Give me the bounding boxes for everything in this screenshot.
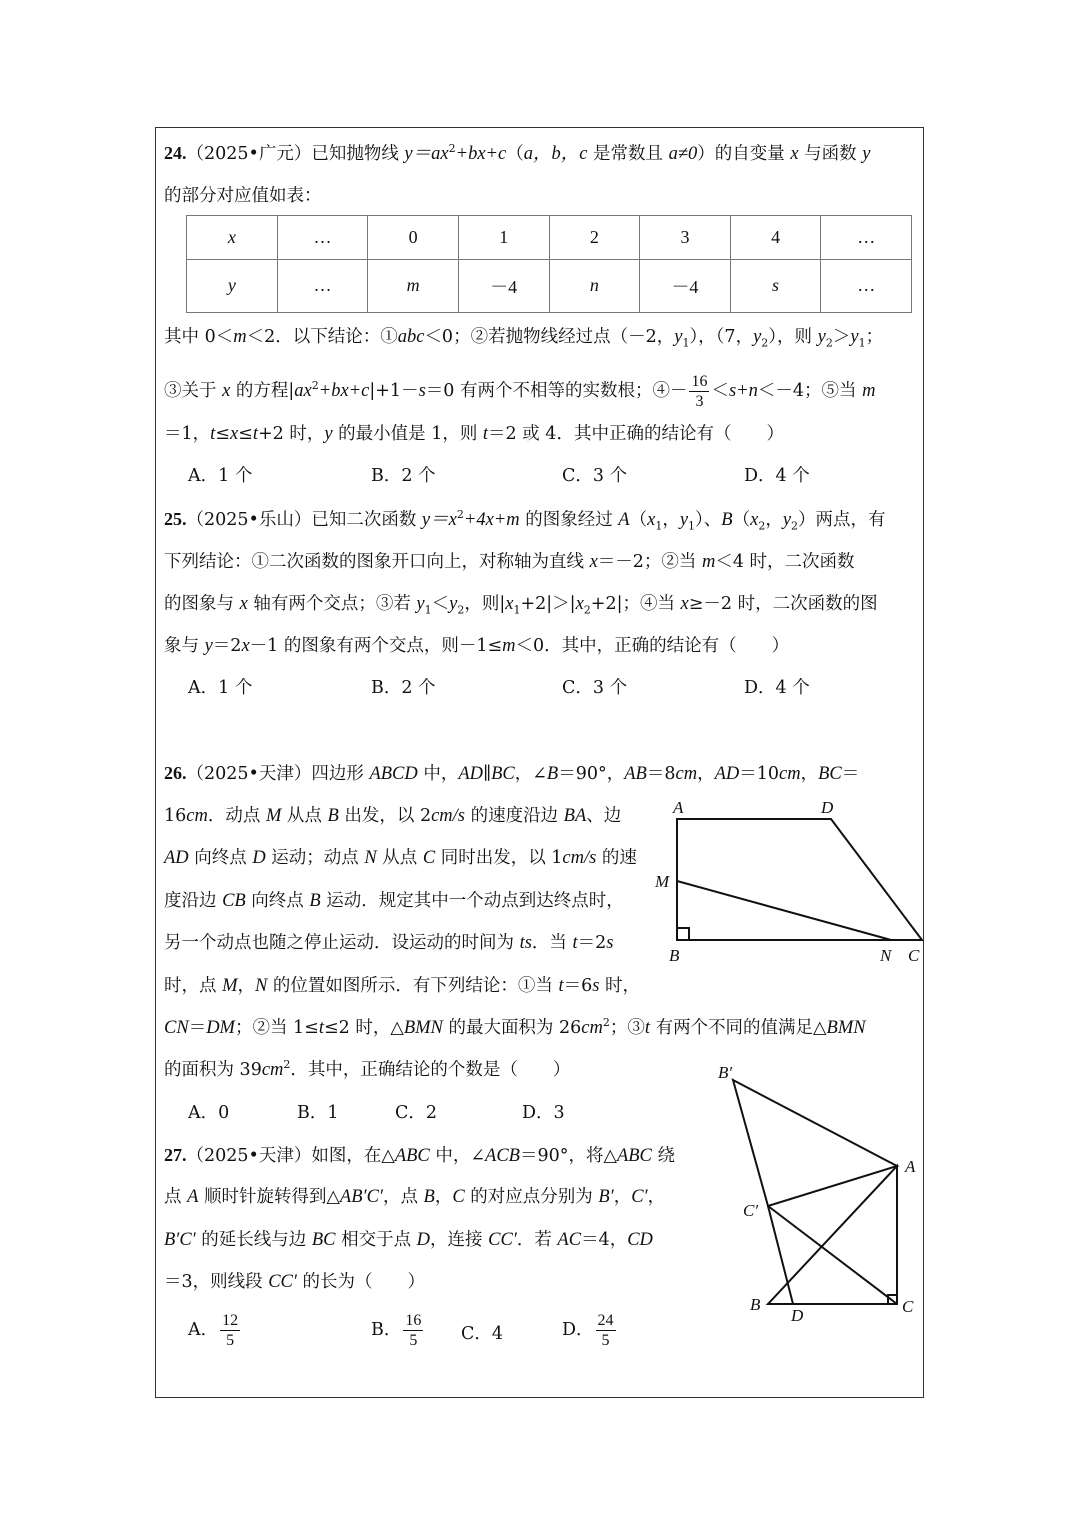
q24-line2: 的部分对应值如表： — [164, 186, 322, 206]
fig-label-c: C — [902, 1297, 914, 1316]
q25-line1: 25.（2025•乐山）已知二次函数 $y=x^2+4x+m$ 的图象经过 $A(x_1$，$y_1$）、$B(x_2$，$y_2$）两点，有 — [164, 508, 886, 533]
q26-option-d: D．3 — [522, 1103, 565, 1123]
q27-rotation-figure — [716, 1060, 916, 1335]
q25-option-a: A．1 个 — [188, 678, 253, 698]
q26-line1: 26.（2025•天津）四边形 ABCD 中，AD∥BC，∠B＝90°，AB＝8cm，AD＝10cm，BC＝ — [164, 763, 860, 784]
q26-line4: 度沿边 CB 向终点 B 运动．规定其中一个动点到达终点时， — [164, 891, 624, 911]
table-cell: … — [277, 216, 368, 260]
q26-option-a: A．0 — [188, 1103, 230, 1123]
table-cell: 2 — [549, 216, 640, 260]
table-cell: … — [821, 216, 912, 260]
fig-label-n: N — [880, 946, 892, 965]
q24-line1: 24.（2025•广元）已知抛物线 $y=ax^2+bx+c(a$，b，c 是常数且 a≠0）的自变量 x 与函数 y — [164, 142, 871, 164]
q26-line2: 16cm．动点 M 从点 B 出发，以 2cm/s 的速度沿边 BA、边 — [164, 806, 622, 826]
q25-line4: 象与 y＝2x－1 的图象有两个交点，则－1≤m＜0．其中，正确的结论有（ ） — [164, 636, 790, 656]
table-cell: －4 — [458, 259, 549, 312]
table-cell: 0 — [368, 216, 459, 260]
fig-label-a: A — [905, 1157, 916, 1176]
q24-value-table — [186, 215, 912, 313]
q24-option-d: D．4 个 — [744, 466, 810, 486]
q26-line8: 的面积为 $39cm^2$．其中，正确结论的个数是（ ） — [164, 1058, 571, 1080]
q26-option-b: B．1 — [297, 1103, 339, 1123]
q27-line4: ＝3，则线段 CC′ 的长为（ ） — [164, 1272, 425, 1292]
table-cell: 1 — [458, 216, 549, 260]
q25-option-d: D．4 个 — [744, 678, 810, 698]
q25-line3: 的图象与 x 轴有两个交点；③若 $y_1<y_2$，则$|x_1+2|>|x_2+2|$；④当 x≥－2 时，二次函数的图 — [164, 594, 878, 617]
fig-label-d: D — [791, 1306, 804, 1325]
q24-line4: ③关于 x 的方程$|ax^2+bx+c|+1-s=0$ 有两个不相等的实数根；④－ $\frac{16}{3}$ ＜s+n＜－4；⑤当 m — [164, 373, 876, 410]
q26-line6: 时，点 M，N 的位置如图所示．有下列结论：①当 t＝6s 时， — [164, 976, 641, 996]
fraction: $\frac{16}{3}$ — [691, 373, 708, 410]
q24-option-c: C．3 个 — [562, 466, 628, 486]
q27-line3: B′C′ 的延长线与边 BC 相交于点 D，连接 CC′．若 AC＝4，CD — [164, 1230, 653, 1250]
q27-option-a: A． $\frac{12}{5}$ — [188, 1312, 239, 1349]
table-cell: 3 — [640, 216, 731, 260]
q27-option-b: B． $\frac{16}{5}$ — [371, 1312, 422, 1349]
fig-label-m: M — [655, 872, 670, 891]
q25-option-b: B．2 个 — [371, 678, 436, 698]
q26-option-c: C．2 — [395, 1103, 438, 1123]
q27-line2: 点 A 顺时针旋转得到△AB′C′，点 B，C 的对应点分别为 B′，C′， — [164, 1187, 666, 1207]
table-cell: 4 — [730, 216, 821, 260]
q25-line2: 下列结论：①二次函数的图象开口向上，对称轴为直线 x＝－2；②当 m＜4 时，二次函数 — [164, 552, 855, 572]
q25-option-c: C．3 个 — [562, 678, 628, 698]
fig-label-b: B — [669, 946, 680, 965]
fig-label-d: D — [821, 798, 834, 817]
table-cell: m — [368, 259, 459, 312]
fig-label-c-prime: C′ — [743, 1201, 759, 1220]
q27-option-c: C．4 — [461, 1324, 504, 1344]
q26-line5: 另一个动点也随之停止运动．设运动的时间为 ts．当 t＝2s — [164, 933, 614, 953]
table-row — [187, 259, 912, 312]
q24-option-b: B．2 个 — [371, 466, 436, 486]
q27-line1: 27.（2025•天津）如图，在△ABC 中，∠ACB＝90°，将△ABC 绕 — [164, 1145, 675, 1166]
table-cell: … — [821, 259, 912, 312]
fig-label-a: A — [673, 798, 684, 817]
fig-label-b: B — [750, 1295, 761, 1314]
q24-option-a: A．1 个 — [188, 466, 253, 486]
table-cell: s — [730, 259, 821, 312]
q24-line5: ＝1，t≤x≤t+2 时，y 的最小值是 1，则 t＝2 或 4．其中正确的结论有（ ） — [164, 424, 784, 444]
table-cell: －4 — [640, 259, 731, 312]
table-cell: … — [277, 259, 368, 312]
q24-line3: 其中 0＜m＜2．以下结论：①abc＜0；②若抛物线经过点（－2，$y_1$），（7，$y_2$），则 $y_2>y_1$； — [164, 327, 884, 350]
q26-line3: AD 向终点 D 运动；动点 N 从点 C 同时出发，以 1cm/s 的速 — [164, 848, 637, 868]
q26-trapezoid-figure — [655, 795, 925, 965]
fig-label-c: C — [908, 946, 920, 965]
q26-line7: CN＝DM；②当 1≤t≤2 时，△BMN 的最大面积为 $26cm^2$；③t 有两个不同的值满足△BMN — [164, 1016, 866, 1038]
table-cell: n — [549, 259, 640, 312]
q27-option-d: D． $\frac{24}{5}$ — [562, 1312, 614, 1349]
table-cell: x — [187, 216, 278, 260]
table-cell: y — [187, 259, 278, 312]
fig-label-b-prime: B′ — [718, 1063, 733, 1082]
table-row — [187, 216, 912, 260]
